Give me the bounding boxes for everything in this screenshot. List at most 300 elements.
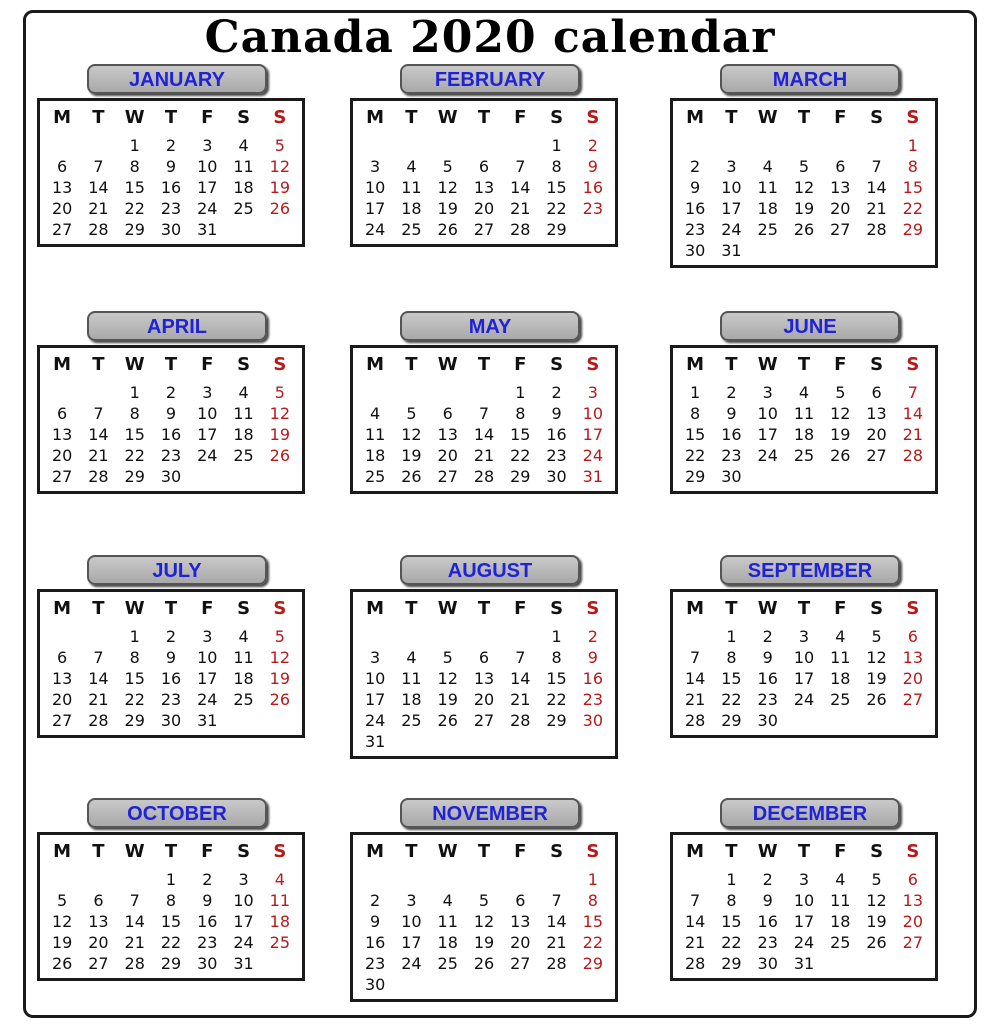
day-cell: 10	[233, 891, 254, 910]
day-cell: 8	[726, 648, 737, 667]
day-cell: 17	[721, 199, 742, 218]
weekday-header: W	[757, 598, 778, 619]
month-january	[37, 64, 307, 284]
day-cell: 23	[546, 446, 567, 465]
day-cell: 6	[442, 404, 453, 423]
empty-cell	[822, 135, 858, 156]
day-cell: 1	[726, 870, 737, 889]
day-cell: 21	[473, 446, 495, 465]
day-cell: 22	[124, 446, 145, 465]
month-grid-box	[37, 832, 305, 981]
empty-cell	[357, 382, 393, 403]
month-grid	[677, 107, 931, 261]
day-cell: 3	[202, 136, 213, 155]
day-cell: 6	[835, 157, 846, 176]
day-cell: 22	[124, 199, 145, 218]
day-cell: 3	[762, 383, 773, 402]
day-cell: 11	[401, 178, 422, 197]
month-label: DECEMBER	[720, 798, 900, 828]
day-cell: 17	[233, 912, 254, 931]
day-cell: 30	[757, 711, 778, 730]
month-february	[350, 64, 620, 284]
weekday-header: S	[237, 107, 251, 128]
weekday-header: M	[686, 598, 705, 619]
weekday-header: F	[834, 841, 847, 862]
day-cell: 27	[902, 690, 924, 709]
weekday-header: T	[405, 354, 418, 375]
day-cell: 21	[88, 690, 109, 709]
day-cell: 5	[798, 157, 810, 176]
weekday-header: T	[477, 598, 491, 619]
day-cell: 11	[401, 669, 422, 688]
weekday-header: S	[906, 841, 920, 862]
empty-cell	[393, 382, 429, 403]
day-cell: 18	[233, 425, 254, 444]
month-grid	[357, 354, 611, 487]
day-cell: 12	[793, 178, 815, 197]
empty-cell	[117, 869, 153, 890]
day-cell: 18	[830, 912, 851, 931]
day-cell: 15	[902, 178, 924, 197]
day-cell: 30	[757, 954, 778, 973]
month-grid	[357, 107, 611, 240]
day-cell: 2	[370, 891, 381, 910]
day-cell: 3	[798, 870, 810, 889]
day-cell: 16	[757, 669, 778, 688]
day-cell: 6	[478, 648, 490, 667]
day-cell: 20	[473, 690, 495, 709]
day-cell: 12	[269, 157, 291, 176]
day-cell: 14	[88, 669, 109, 688]
month-label: JUNE	[720, 311, 900, 341]
day-cell: 24	[197, 446, 218, 465]
day-cell: 4	[762, 157, 773, 176]
day-cell: 27	[88, 954, 109, 973]
day-cell: 11	[793, 404, 815, 423]
day-cell: 4	[406, 648, 417, 667]
month-grid-box	[670, 98, 938, 268]
day-cell: 6	[907, 870, 918, 889]
day-cell: 15	[546, 178, 567, 197]
day-cell: 29	[124, 220, 145, 239]
day-cell: 21	[684, 933, 706, 952]
day-cell: 25	[269, 933, 291, 952]
empty-cell	[80, 382, 116, 403]
weekday-header: T	[797, 598, 811, 619]
day-cell: 30	[582, 711, 604, 730]
day-cell: 17	[401, 933, 422, 952]
day-cell: 30	[160, 711, 182, 730]
day-cell: 17	[582, 425, 604, 444]
weekday-header: F	[834, 598, 847, 619]
empty-cell	[858, 135, 894, 156]
day-cell: 19	[269, 178, 291, 197]
day-cell: 2	[202, 870, 213, 889]
weekday-header: T	[92, 598, 105, 619]
day-cell: 25	[233, 690, 254, 709]
day-cell: 18	[793, 425, 815, 444]
day-cell: 28	[88, 711, 109, 730]
month-label: SEPTEMBER	[720, 555, 900, 585]
day-cell: 28	[124, 954, 145, 973]
day-cell: 11	[233, 648, 254, 667]
day-cell: 26	[866, 690, 887, 709]
day-cell: 23	[757, 690, 778, 709]
month-label: APRIL	[87, 311, 267, 341]
day-cell: 16	[364, 933, 386, 952]
weekday-header: T	[797, 354, 811, 375]
day-cell: 29	[721, 954, 742, 973]
day-cell: 5	[871, 870, 882, 889]
weekday-header: S	[273, 354, 287, 375]
day-cell: 30	[546, 467, 567, 486]
weekday-header: M	[53, 841, 72, 862]
day-cell: 7	[93, 404, 104, 423]
day-cell: 28	[546, 954, 567, 973]
day-cell: 23	[160, 690, 182, 709]
day-cell: 3	[406, 891, 417, 910]
page-title: Canada 2020 calendar	[204, 12, 776, 63]
day-cell: 30	[160, 467, 182, 486]
day-cell: 31	[793, 954, 815, 973]
day-cell: 3	[726, 157, 737, 176]
day-cell: 19	[269, 425, 291, 444]
day-cell: 17	[197, 425, 218, 444]
empty-cell	[430, 382, 466, 403]
day-cell: 16	[757, 912, 778, 931]
month-label: FEBRUARY	[400, 64, 580, 94]
month-grid	[677, 841, 931, 974]
month-may	[350, 311, 620, 531]
day-cell: 26	[269, 446, 291, 465]
day-cell: 16	[582, 178, 604, 197]
day-cell: 27	[437, 467, 458, 486]
day-cell: 13	[437, 425, 458, 444]
day-cell: 15	[124, 425, 145, 444]
weekday-header: M	[366, 598, 385, 619]
day-cell: 22	[721, 690, 742, 709]
weekday-header: T	[92, 841, 105, 862]
day-cell: 26	[830, 446, 851, 465]
weekday-header: S	[550, 107, 564, 128]
weekday-header: S	[550, 598, 564, 619]
day-cell: 20	[902, 669, 924, 688]
day-cell: 28	[902, 446, 924, 465]
day-cell: 12	[437, 178, 458, 197]
day-cell: 14	[902, 404, 924, 423]
day-cell: 20	[51, 690, 73, 709]
weekday-header: S	[237, 598, 251, 619]
day-cell: 13	[510, 912, 531, 931]
day-cell: 18	[233, 178, 254, 197]
month-august	[350, 555, 620, 775]
day-cell: 14	[88, 425, 109, 444]
day-cell: 28	[88, 467, 109, 486]
day-cell: 19	[473, 933, 495, 952]
day-cell: 1	[907, 136, 918, 155]
day-cell: 11	[757, 178, 778, 197]
day-cell: 8	[551, 157, 562, 176]
day-cell: 5	[274, 136, 285, 155]
day-cell: 7	[871, 157, 882, 176]
weekday-header: M	[366, 841, 385, 862]
day-cell: 27	[830, 220, 851, 239]
day-cell: 5	[871, 627, 882, 646]
day-cell: 26	[269, 199, 291, 218]
day-cell: 21	[866, 199, 887, 218]
day-cell: 13	[51, 669, 73, 688]
day-cell: 29	[160, 954, 182, 973]
day-cell: 2	[165, 136, 177, 155]
day-cell: 15	[124, 669, 145, 688]
day-cell: 26	[269, 690, 291, 709]
day-cell: 7	[690, 648, 701, 667]
day-cell: 23	[160, 199, 182, 218]
month-label: MAY	[400, 311, 580, 341]
weekday-header: W	[757, 354, 778, 375]
day-cell: 30	[197, 954, 218, 973]
day-cell: 26	[437, 220, 458, 239]
day-cell: 12	[269, 404, 291, 423]
day-cell: 21	[510, 199, 531, 218]
day-cell: 25	[793, 446, 815, 465]
weekday-header: F	[834, 107, 847, 128]
day-cell: 24	[197, 199, 218, 218]
day-cell: 10	[364, 178, 386, 197]
day-cell: 24	[233, 933, 254, 952]
day-cell: 11	[233, 404, 254, 423]
weekday-header: S	[273, 598, 287, 619]
day-cell: 24	[197, 690, 218, 709]
day-cell: 16	[721, 425, 742, 444]
day-cell: 12	[830, 404, 851, 423]
day-cell: 20	[902, 912, 924, 931]
day-cell: 2	[762, 870, 773, 889]
day-cell: 31	[197, 220, 218, 239]
day-cell: 2	[762, 627, 773, 646]
day-cell: 5	[57, 891, 68, 910]
day-cell: 13	[51, 425, 73, 444]
empty-cell	[466, 626, 502, 647]
day-cell: 15	[684, 425, 706, 444]
day-cell: 14	[684, 912, 706, 931]
day-cell: 15	[124, 178, 145, 197]
weekday-header: S	[870, 107, 884, 128]
day-cell: 28	[510, 711, 531, 730]
day-cell: 31	[721, 241, 742, 260]
weekday-header: W	[757, 841, 778, 862]
day-cell: 12	[269, 648, 291, 667]
day-cell: 1	[515, 383, 526, 402]
day-cell: 19	[866, 912, 887, 931]
day-cell: 15	[546, 669, 567, 688]
day-cell: 4	[238, 627, 249, 646]
day-cell: 13	[830, 178, 851, 197]
day-cell: 23	[160, 446, 182, 465]
day-cell: 31	[582, 467, 604, 486]
day-cell: 10	[757, 404, 778, 423]
day-cell: 4	[835, 870, 846, 889]
day-cell: 4	[238, 136, 249, 155]
day-cell: 21	[902, 425, 924, 444]
weekday-header: F	[201, 598, 214, 619]
day-cell: 3	[202, 627, 213, 646]
day-cell: 23	[757, 933, 778, 952]
day-cell: 29	[721, 711, 742, 730]
weekday-header: F	[514, 841, 527, 862]
day-cell: 14	[510, 669, 531, 688]
month-october	[37, 798, 307, 1018]
day-cell: 25	[233, 446, 254, 465]
day-cell: 3	[370, 157, 381, 176]
day-cell: 21	[546, 933, 567, 952]
day-cell: 26	[793, 220, 815, 239]
weekday-header: W	[124, 841, 145, 862]
day-cell: 9	[587, 157, 598, 176]
day-cell: 8	[515, 404, 526, 423]
day-cell: 25	[364, 467, 386, 486]
day-cell: 10	[721, 178, 742, 197]
weekday-header: T	[164, 841, 178, 862]
month-grid-box	[350, 98, 618, 247]
day-cell: 19	[793, 199, 815, 218]
month-grid-box	[37, 589, 305, 738]
day-cell: 12	[866, 891, 887, 910]
day-cell: 15	[160, 912, 182, 931]
month-grid	[44, 841, 298, 974]
day-cell: 4	[238, 383, 249, 402]
empty-cell	[786, 135, 822, 156]
day-cell: 13	[902, 891, 924, 910]
day-cell: 9	[726, 404, 737, 423]
month-june	[670, 311, 940, 531]
day-cell: 17	[197, 178, 218, 197]
day-cell: 5	[274, 383, 285, 402]
day-cell: 15	[721, 912, 742, 931]
day-cell: 7	[93, 157, 104, 176]
day-cell: 10	[197, 404, 218, 423]
day-cell: 24	[721, 220, 742, 239]
weekday-header: M	[366, 354, 385, 375]
day-cell: 24	[401, 954, 422, 973]
day-cell: 30	[160, 220, 182, 239]
day-cell: 2	[587, 627, 598, 646]
day-cell: 13	[902, 648, 924, 667]
day-cell: 19	[51, 933, 73, 952]
day-cell: 3	[202, 383, 213, 402]
day-cell: 6	[907, 627, 918, 646]
day-cell: 24	[582, 446, 604, 465]
day-cell: 16	[546, 425, 567, 444]
weekday-header: W	[437, 841, 458, 862]
month-grid	[44, 107, 298, 240]
weekday-header: S	[550, 354, 564, 375]
day-cell: 7	[129, 891, 140, 910]
day-cell: 22	[582, 933, 604, 952]
month-grid	[357, 841, 611, 995]
day-cell: 23	[721, 446, 742, 465]
weekday-header: W	[437, 598, 458, 619]
day-cell: 1	[551, 627, 562, 646]
day-cell: 1	[129, 627, 140, 646]
day-cell: 10	[197, 648, 218, 667]
day-cell: 20	[866, 425, 887, 444]
empty-cell	[80, 869, 116, 890]
day-cell: 12	[437, 669, 458, 688]
day-cell: 6	[515, 891, 526, 910]
day-cell: 10	[793, 648, 815, 667]
day-cell: 12	[866, 648, 887, 667]
day-cell: 5	[835, 383, 846, 402]
day-cell: 19	[437, 690, 458, 709]
day-cell: 29	[684, 467, 706, 486]
month-label: JULY	[87, 555, 267, 585]
day-cell: 27	[866, 446, 887, 465]
day-cell: 9	[551, 404, 562, 423]
day-cell: 9	[165, 157, 177, 176]
empty-cell	[677, 869, 713, 890]
day-cell: 3	[370, 648, 381, 667]
weekday-header: T	[92, 107, 105, 128]
day-cell: 4	[274, 870, 285, 889]
empty-cell	[677, 135, 713, 156]
month-grid-box	[37, 345, 305, 494]
day-cell: 28	[88, 220, 109, 239]
day-cell: 4	[798, 383, 810, 402]
day-cell: 14	[510, 178, 531, 197]
day-cell: 18	[364, 446, 386, 465]
day-cell: 28	[510, 220, 531, 239]
day-cell: 18	[437, 933, 458, 952]
day-cell: 11	[364, 425, 386, 444]
day-cell: 29	[546, 220, 567, 239]
day-cell: 20	[510, 933, 531, 952]
day-cell: 7	[93, 648, 104, 667]
day-cell: 27	[902, 933, 924, 952]
month-grid	[44, 598, 298, 731]
weekday-header: S	[273, 841, 287, 862]
empty-cell	[393, 869, 429, 890]
day-cell: 8	[129, 157, 140, 176]
month-grid-box	[350, 832, 618, 1002]
weekday-header: S	[237, 841, 251, 862]
day-cell: 3	[238, 870, 249, 889]
day-cell: 25	[401, 711, 422, 730]
weekday-header: T	[405, 598, 418, 619]
weekday-header: W	[124, 598, 145, 619]
weekday-header: S	[906, 354, 920, 375]
day-cell: 15	[721, 669, 742, 688]
day-cell: 29	[124, 467, 145, 486]
day-cell: 24	[757, 446, 778, 465]
day-cell: 19	[866, 669, 887, 688]
day-cell: 8	[551, 648, 562, 667]
empty-cell	[80, 135, 116, 156]
day-cell: 4	[406, 157, 417, 176]
weekday-header: S	[586, 107, 600, 128]
weekday-header: T	[725, 107, 738, 128]
day-cell: 15	[582, 912, 604, 931]
weekday-header: F	[834, 354, 847, 375]
day-cell: 11	[830, 648, 851, 667]
day-cell: 21	[510, 690, 531, 709]
weekday-header: S	[870, 598, 884, 619]
day-cell: 23	[197, 933, 218, 952]
day-cell: 18	[401, 199, 422, 218]
weekday-header: M	[53, 107, 72, 128]
day-cell: 29	[582, 954, 604, 973]
empty-cell	[502, 626, 538, 647]
